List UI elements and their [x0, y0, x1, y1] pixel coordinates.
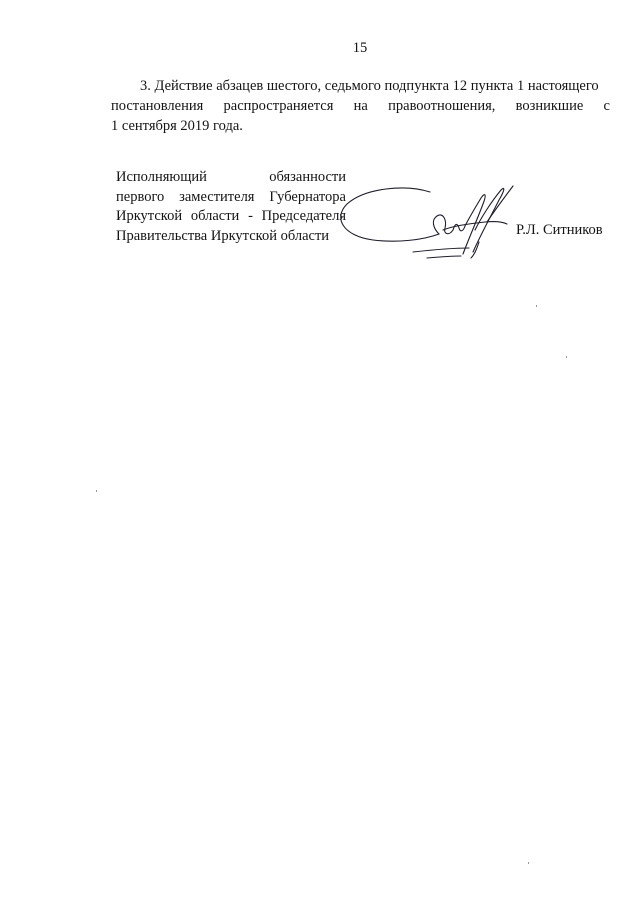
scan-speck [96, 490, 97, 492]
scan-speck [536, 305, 537, 307]
scan-speck [566, 356, 567, 358]
handwritten-signature [335, 178, 525, 268]
signer-title-line: первого заместителя Губернатора [116, 188, 346, 205]
signer-title-line: Исполняющий обязанности [116, 169, 346, 185]
signer-title [116, 168, 346, 246]
paragraph-line: 3. Действие абзацев шестого, седьмого подпункта 12 пункта 1 настоящего [140, 78, 599, 94]
paragraph-line: 1 сентября 2019 года. [111, 118, 243, 134]
signer-title-line: Иркутской области - Председателя [116, 208, 346, 224]
signer-title-line: Правительства Иркутской области [116, 227, 330, 244]
scan-speck [528, 862, 529, 864]
page-number: 15 [352, 40, 368, 56]
paragraph-line: постановления распространяется на правоотношения, возникшие с [111, 98, 610, 114]
signer-name: Р.Л. Ситников [516, 222, 603, 238]
body-paragraph [111, 76, 610, 136]
